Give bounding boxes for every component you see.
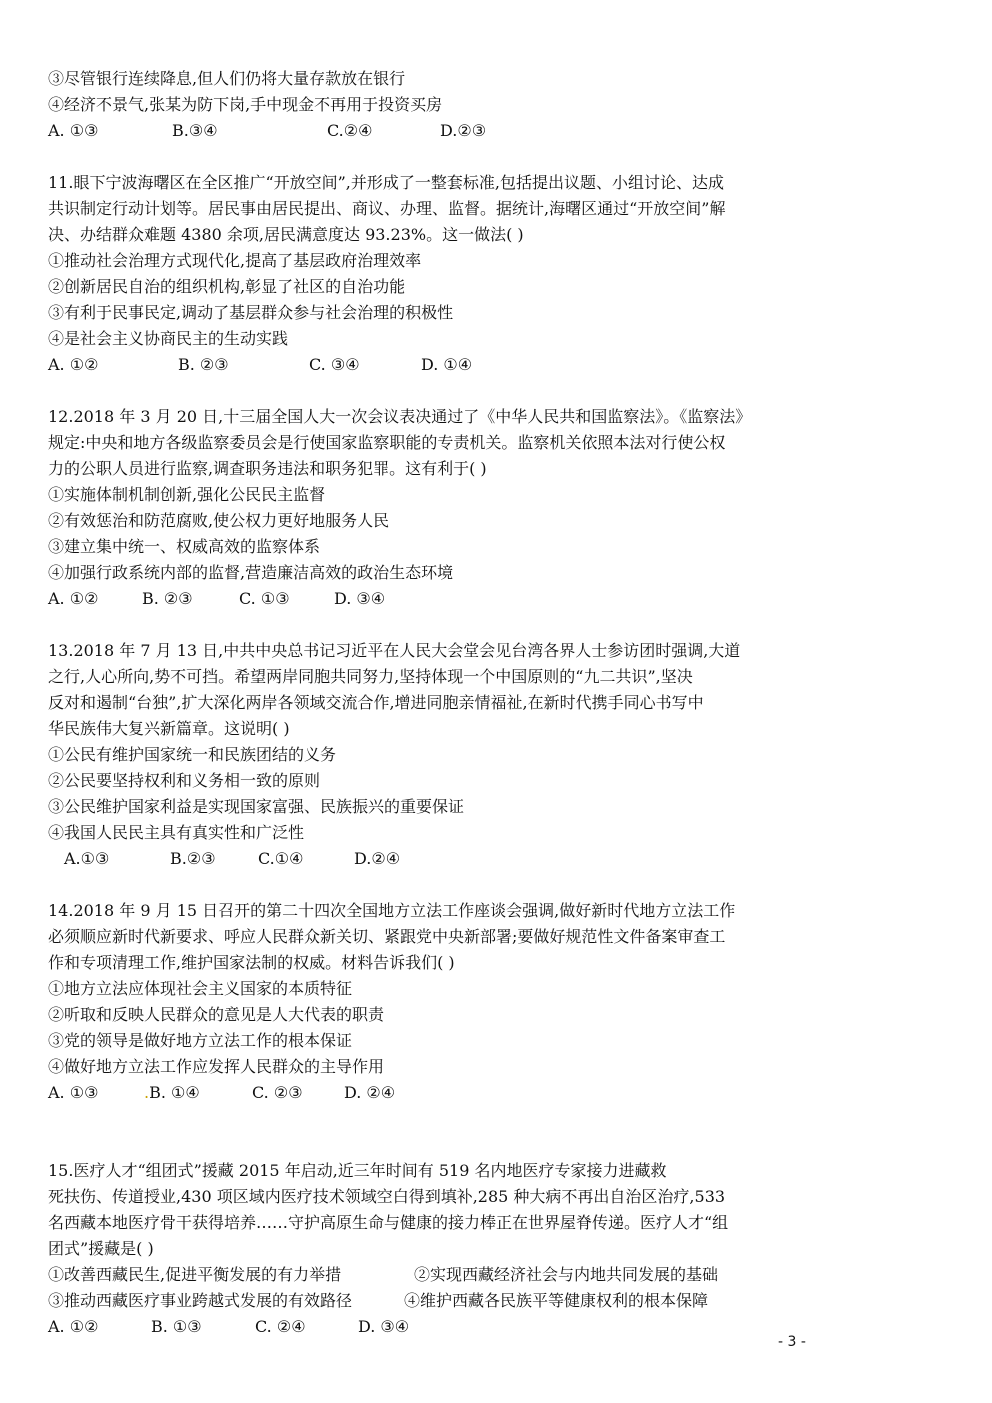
question-stem: 15.医疗人才“组团式”援藏 2015 年启动,近三年时间有 519 名内地医疗专家接力进藏救 (48, 1161, 667, 1180)
option-row (48, 1262, 808, 1288)
answer-choices (48, 586, 808, 612)
option-item: ③公民维护国家利益是实现国家富强、民族振兴的重要保证 (48, 797, 465, 816)
option-item: ④加强行政系统内部的监督,营造廉洁高效的政治生态环境 (48, 563, 454, 582)
answer-choices (48, 118, 808, 144)
question-stem: 反对和遏制“台独”,扩大深化两岸各领域交流合作,增进同胞亲情福祉,在新时代携手同心书写中 (48, 693, 704, 712)
answer-choices (48, 352, 808, 378)
question-stem: 13.2018 年 7 月 13 日,中共中央总书记习近平在人民大会堂会见台湾各界人士参访团时强调,大道 (48, 641, 741, 660)
option-item: ②创新居民自治的组织机构,彰显了社区的自治功能 (48, 277, 406, 296)
option-item: ④我国人民民主具有真实性和广泛性 (48, 823, 305, 842)
choice-b: B. ②③ (142, 589, 193, 608)
exam-page (48, 66, 808, 1366)
choice-b: B. ①③ (151, 1317, 202, 1336)
choice-a: A.①③ (64, 849, 110, 868)
question-stem: 力的公职人员进行监察,调查职务违法和职务犯罪。这有利于( ) (48, 459, 487, 478)
question-15 (48, 1158, 808, 1340)
choice-b: B. ②③ (178, 355, 229, 374)
choice-d: D. ②④ (344, 1083, 396, 1102)
choice-b: B.②③ (170, 849, 216, 868)
choice-d: D.②③ (440, 121, 487, 140)
choice-a: A. ①② (48, 1317, 99, 1336)
question-stem: 11.眼下宁波海曙区在全区推广“开放空间”,并形成了一整套标准,包括提出议题、小组讨论、达成 (48, 173, 724, 192)
choice-a: A. ①② (48, 589, 99, 608)
question-stem: 必须顺应新时代新要求、呼应人民群众新关切、紧跟党中央新部署;要做好规范性文件备案审查工 (48, 927, 726, 946)
option-item: ④经济不景气,张某为防下岗,手中现金不再用于投资买房 (48, 95, 443, 114)
choice-b: B. ①④ (149, 1083, 200, 1102)
choice-c: C. ②④ (255, 1317, 306, 1336)
option-item: ②公民要坚持权利和义务相一致的原则 (48, 771, 321, 790)
question-stem: 共识制定行动计划等。居民事由居民提出、商议、办理、监督。据统计,海曙区通过“开放空间”解 (48, 199, 726, 218)
choice-c: C. ③④ (309, 355, 360, 374)
stray-mark-icon: . (144, 1083, 150, 1102)
option-item: ④做好地方立法工作应发挥人民群众的主导作用 (48, 1057, 385, 1076)
option-item: ③党的领导是做好地方立法工作的根本保证 (48, 1031, 353, 1050)
question-stem: 名西藏本地医疗骨干获得培养……守护高原生命与健康的接力棒正在世界屋脊传递。医疗人才“组 (48, 1213, 729, 1232)
question-stem: 规定:中央和地方各级监察委员会是行使国家监察职能的专责机关。监察机关依照本法对行使公权 (48, 433, 726, 452)
answer-choices (48, 846, 808, 872)
option-item: ①公民有维护国家统一和民族团结的义务 (48, 745, 337, 764)
question-13 (48, 638, 808, 872)
option-item: ①地方立法应体现社会主义国家的本质特征 (48, 979, 353, 998)
question-stem: 12.2018 年 3 月 20 日,十三届全国人大一次会议表决通过了《中华人民共和国监察法》。《监察法》 (48, 407, 752, 426)
option-row (48, 1288, 808, 1314)
option-item: ②听取和反映人民群众的意见是人大代表的职责 (48, 1005, 385, 1024)
question-stem: 华民族伟大复兴新篇章。这说明( ) (48, 719, 290, 738)
option-item: ①实施体制机制创新,强化公民民主监督 (48, 485, 326, 504)
option-item: ①推动社会治理方式现代化,提高了基层政府治理效率 (48, 251, 422, 270)
choice-d: D. ③④ (358, 1317, 410, 1336)
choice-b-wrapper (144, 1080, 252, 1106)
answer-choices (48, 1080, 808, 1106)
option-item: ④是社会主义协商民主的生动实践 (48, 329, 289, 348)
option-item: ④维护西藏各民族平等健康权利的根本保障 (404, 1291, 709, 1310)
choice-a: A. ①② (48, 355, 99, 374)
answer-choices (48, 1314, 808, 1340)
question-12 (48, 404, 808, 612)
question-stem: 决、办结群众难题 4380 余项,居民满意度达 93.23%。这一做法( ) (48, 225, 524, 244)
option-item: ③推动西藏医疗事业跨越式发展的有效路径 (48, 1291, 353, 1310)
option-item: ②有效惩治和防范腐败,使公权力更好地服务人民 (48, 511, 390, 530)
question-stem: 14.2018 年 9 月 15 日召开的第二十四次全国地方立法工作座谈会强调,做好新时代地方立法工作 (48, 901, 736, 920)
option-item: ②实现西藏经济社会与内地共同发展的基础 (414, 1265, 719, 1284)
choice-c: C. ①③ (239, 589, 290, 608)
option-item: ①改善西藏民生,促进平衡发展的有力举措 (48, 1265, 342, 1284)
question-10-continuation (48, 66, 808, 144)
option-item: ③有利于民事民定,调动了基层群众参与社会治理的积极性 (48, 303, 454, 322)
option-item: ③尽管银行连续降息,但人们仍将大量存款放在银行 (48, 69, 406, 88)
choice-a: A. ①③ (48, 1083, 99, 1102)
page-number: - 3 - (778, 1334, 806, 1350)
question-stem: 团式”援藏是( ) (48, 1239, 154, 1258)
choice-c: C.②④ (327, 121, 373, 140)
choice-a: A. ①③ (48, 121, 99, 140)
question-stem: 死扶伤、传道授业,430 项区域内医疗技术领域空白得到填补,285 种大病不再出自治区治疗,533 (48, 1187, 726, 1206)
question-14 (48, 898, 808, 1106)
question-stem: 作和专项清理工作,维护国家法制的权威。材料告诉我们( ) (48, 953, 455, 972)
question-11 (48, 170, 808, 378)
choice-d: D. ③④ (334, 589, 386, 608)
choice-b: B.③④ (172, 121, 218, 140)
choice-d: D.②④ (354, 849, 401, 868)
choice-c: C. ②③ (252, 1083, 303, 1102)
question-stem: 之行,人心所向,势不可挡。希望两岸同胞共同努力,坚持体现一个中国原则的“九二共识”,坚决 (48, 667, 693, 686)
option-item: ③建立集中统一、权威高效的监察体系 (48, 537, 321, 556)
choice-c: C.①④ (258, 849, 304, 868)
choice-d: D. ①④ (421, 355, 473, 374)
